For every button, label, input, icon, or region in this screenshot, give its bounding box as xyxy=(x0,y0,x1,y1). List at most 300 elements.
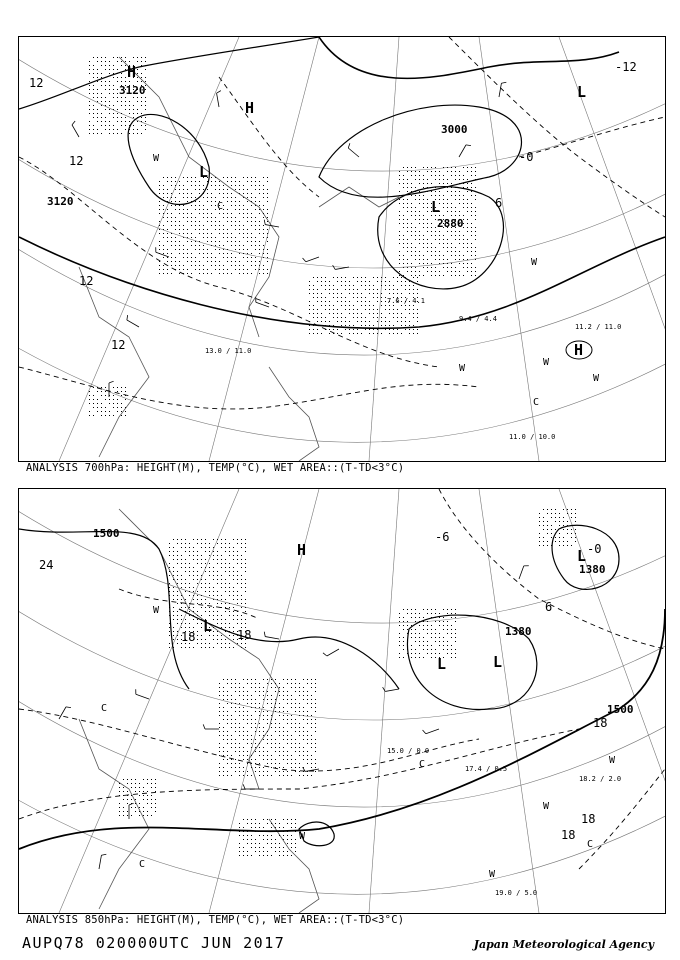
wet-area-dot xyxy=(97,73,98,74)
wet-area-dot xyxy=(409,321,410,322)
wet-area-dot xyxy=(451,235,452,236)
wet-area-dot xyxy=(431,633,432,634)
wet-area-dot xyxy=(201,547,202,548)
wet-area-dot xyxy=(227,253,228,254)
wet-area-dot xyxy=(187,221,188,222)
wet-area-dot xyxy=(443,645,444,646)
wet-area-dot xyxy=(267,273,268,274)
isotherms xyxy=(19,489,665,869)
wet-area-dot xyxy=(109,61,110,62)
wet-area-dot xyxy=(201,643,202,644)
wet-area-dot xyxy=(255,759,256,760)
wet-area-dot xyxy=(393,289,394,290)
wet-area-dot xyxy=(247,723,248,724)
wet-area-dot xyxy=(207,233,208,234)
wet-area-dot xyxy=(417,289,418,290)
wet-area-dot xyxy=(471,195,472,196)
wet-area-dot xyxy=(243,775,244,776)
wet-area-dot xyxy=(271,763,272,764)
wet-area-dot xyxy=(229,643,230,644)
wet-area-dot xyxy=(251,261,252,262)
wet-area-dot xyxy=(329,313,330,314)
wet-area-dot xyxy=(211,265,212,266)
wet-area-dot xyxy=(243,747,244,748)
wet-area-dot xyxy=(427,653,428,654)
wet-area-dot xyxy=(251,823,252,824)
wet-area-dot xyxy=(245,559,246,560)
wet-area-dot xyxy=(129,133,130,134)
wet-area-dot xyxy=(203,209,204,210)
wet-area-dot xyxy=(163,225,164,226)
wet-area-dot xyxy=(245,647,246,648)
wet-area-dot xyxy=(247,839,248,840)
wet-area-dot xyxy=(121,387,122,388)
wet-area-dot xyxy=(263,213,264,214)
wet-area-dot xyxy=(167,189,168,190)
wet-area-dot xyxy=(309,301,310,302)
wet-area-dot xyxy=(123,807,124,808)
wet-area-dot xyxy=(189,575,190,576)
wet-area-dot xyxy=(417,329,418,330)
wet-area-dot xyxy=(333,305,334,306)
wet-area-dot xyxy=(145,105,146,106)
wet-area-dot xyxy=(173,639,174,640)
wind-barb-flag xyxy=(303,258,306,262)
wet-area-dot xyxy=(215,221,216,222)
wet-area-dot xyxy=(217,543,218,544)
wet-area-dot xyxy=(399,223,400,224)
wet-area-dot xyxy=(439,645,440,646)
wet-area-dot xyxy=(459,211,460,212)
wet-area-dot xyxy=(195,241,196,242)
wet-area-dot xyxy=(211,185,212,186)
wet-area-dot xyxy=(415,621,416,622)
wet-area-dot xyxy=(213,619,214,620)
wet-area-dot xyxy=(251,855,252,856)
wet-area-dot xyxy=(119,807,120,808)
wet-area-dot xyxy=(239,683,240,684)
wet-area-dot xyxy=(309,313,310,314)
wet-area-dot xyxy=(357,329,358,330)
wet-area-dot xyxy=(215,245,216,246)
wet-area-dot xyxy=(243,185,244,186)
wet-area xyxy=(89,57,476,416)
wet-area-dot xyxy=(315,687,316,688)
wet-area-dot xyxy=(155,811,156,812)
wet-area-dot xyxy=(311,699,312,700)
wet-area-dot xyxy=(231,767,232,768)
wet-area-dot xyxy=(475,199,476,200)
wet-area-dot xyxy=(295,679,296,680)
wet-area-dot xyxy=(255,261,256,262)
wet-area-dot xyxy=(571,513,572,514)
wet-area-dot xyxy=(125,125,126,126)
wet-area-dot xyxy=(287,703,288,704)
wet-area-dot xyxy=(169,543,170,544)
wet-area-dot xyxy=(373,297,374,298)
wet-area-dot xyxy=(403,179,404,180)
wet-area-dot xyxy=(471,223,472,224)
wet-area-dot xyxy=(467,211,468,212)
wet-area-dot xyxy=(113,105,114,106)
wet-area-dot xyxy=(101,77,102,78)
wet-area-dot xyxy=(209,575,210,576)
wet-area-dot xyxy=(451,175,452,176)
wet-area-dot xyxy=(349,305,350,306)
wet-area-dot xyxy=(259,851,260,852)
wet-area-dot xyxy=(263,739,264,740)
wet-area-dot xyxy=(315,743,316,744)
wet-area-dot xyxy=(381,293,382,294)
wet-area-dot xyxy=(197,591,198,592)
wet-area-dot xyxy=(147,783,148,784)
wet-area-dot xyxy=(353,293,354,294)
wet-area-dot xyxy=(93,73,94,74)
wet-area-dot xyxy=(349,321,350,322)
wet-area-dot xyxy=(415,195,416,196)
wet-area-dot xyxy=(117,81,118,82)
wet-area-dot xyxy=(209,595,210,596)
wet-area-dot xyxy=(205,543,206,544)
wet-area-dot xyxy=(189,591,190,592)
temp-label: 18 xyxy=(237,628,252,642)
wet-area-dot xyxy=(455,275,456,276)
wet-area-dot xyxy=(217,575,218,576)
wet-area-dot xyxy=(185,583,186,584)
wet-area-dot xyxy=(245,543,246,544)
wet-area-dot xyxy=(215,189,216,190)
low-center: L xyxy=(203,617,213,635)
wet-area-dot xyxy=(415,255,416,256)
wet-area-dot xyxy=(287,723,288,724)
wet-area-dot xyxy=(231,775,232,776)
wet-area-dot xyxy=(451,625,452,626)
wet-area-dot xyxy=(223,775,224,776)
wet-area-dot xyxy=(365,305,366,306)
wet-area-dot xyxy=(451,649,452,650)
wet-area-dot xyxy=(229,623,230,624)
wet-area-dot xyxy=(171,205,172,206)
wet-area-dot xyxy=(255,181,256,182)
wet-area-dot xyxy=(197,619,198,620)
wet-area-dot xyxy=(233,587,234,588)
wet-area-dot xyxy=(247,213,248,214)
wet-area-dot xyxy=(439,263,440,264)
wet-area-dot xyxy=(267,683,268,684)
wet-area-dot xyxy=(239,273,240,274)
wet-area-dot xyxy=(175,217,176,218)
wet-area-dot xyxy=(431,223,432,224)
wet-area-dot xyxy=(201,567,202,568)
wet-area-dot xyxy=(259,193,260,194)
wet-area-dot xyxy=(209,583,210,584)
panel-caption-850hpa: ANALYSIS 850hPa: HEIGHT(M), TEMP(°C), WET AREA::(T-TD<3°C) xyxy=(26,914,405,926)
wet-area-dot xyxy=(291,819,292,820)
wet-area-dot xyxy=(443,199,444,200)
wet-area-dot xyxy=(267,241,268,242)
wet-area-dot xyxy=(195,269,196,270)
wet-area-dot xyxy=(471,271,472,272)
wet-area-dot xyxy=(451,629,452,630)
wet-area-dot xyxy=(409,329,410,330)
wet-area-dot xyxy=(303,735,304,736)
wet-area-dot xyxy=(189,583,190,584)
wet-area-dot xyxy=(243,719,244,720)
wet-area-dot xyxy=(443,183,444,184)
wet-area-dot xyxy=(349,285,350,286)
warm-mark: W xyxy=(531,257,538,268)
wet-area-dot xyxy=(287,739,288,740)
wet-area-dot xyxy=(205,579,206,580)
wet-area-dot xyxy=(217,599,218,600)
wet-area-dot xyxy=(259,727,260,728)
wet-area-dot xyxy=(361,313,362,314)
wet-area-dot xyxy=(295,731,296,732)
wet-area-dot xyxy=(259,715,260,716)
wind-barb-flag xyxy=(101,854,106,855)
wet-area-dot xyxy=(295,843,296,844)
wet-area-dot xyxy=(311,719,312,720)
wet-area-dot xyxy=(223,719,224,720)
wet-area-dot xyxy=(283,839,284,840)
wet-area-dot xyxy=(291,703,292,704)
wet-area-dot xyxy=(467,267,468,268)
wet-area-dot xyxy=(105,89,106,90)
wet-area-dot xyxy=(245,591,246,592)
wet-area-dot xyxy=(267,253,268,254)
wet-area-dot xyxy=(235,269,236,270)
wet-area-dot xyxy=(173,607,174,608)
wet-area-dot xyxy=(185,567,186,568)
wet-area-dot xyxy=(447,613,448,614)
wet-area-dot xyxy=(279,755,280,756)
wet-area-dot xyxy=(205,551,206,552)
wet-area-dot xyxy=(443,637,444,638)
wet-area-dot xyxy=(447,247,448,248)
wet-area-dot xyxy=(263,847,264,848)
wet-area-dot xyxy=(189,551,190,552)
wet-area-dot xyxy=(325,309,326,310)
wet-area-dot xyxy=(447,259,448,260)
wet-area-dot xyxy=(443,203,444,204)
wet-area-dot xyxy=(177,551,178,552)
wet-area-dot xyxy=(377,313,378,314)
wet-area-dot xyxy=(303,727,304,728)
wet-area-dot xyxy=(435,231,436,232)
wet-area-dot xyxy=(369,293,370,294)
wet-area-dot xyxy=(389,293,390,294)
wet-area-dot xyxy=(295,723,296,724)
wet-area-dot xyxy=(467,199,468,200)
wet-area-dot xyxy=(159,249,160,250)
wet-area-dot xyxy=(97,81,98,82)
wet-area-dot xyxy=(235,759,236,760)
wet-area-dot xyxy=(467,251,468,252)
wet-area-dot xyxy=(411,211,412,212)
wet-area-dot xyxy=(113,407,114,408)
wet-area-dot xyxy=(109,105,110,106)
wet-area-dot xyxy=(113,125,114,126)
wet-area-dot xyxy=(203,269,204,270)
wet-area-dot xyxy=(435,657,436,658)
wet-area-dot xyxy=(101,387,102,388)
wet-area-dot xyxy=(279,835,280,836)
wet-area-dot xyxy=(283,731,284,732)
station-plot: 9.4 / 4.4 xyxy=(459,315,497,323)
wet-area-dot xyxy=(227,715,228,716)
wet-area-dot xyxy=(199,269,200,270)
wet-area-dot xyxy=(399,653,400,654)
wet-area-dot xyxy=(251,265,252,266)
wet-area-dot xyxy=(287,751,288,752)
wet-area-dot xyxy=(271,835,272,836)
wet-area-dot xyxy=(407,621,408,622)
wet-area-dot xyxy=(255,197,256,198)
wet-area-dot xyxy=(263,237,264,238)
wet-area-dot xyxy=(229,543,230,544)
wet-area-dot xyxy=(423,219,424,220)
wet-area-dot xyxy=(455,629,456,630)
wet-area-dot xyxy=(215,177,216,178)
wet-area-dot xyxy=(199,205,200,206)
wet-area-dot xyxy=(221,587,222,588)
wet-area-dot xyxy=(219,691,220,692)
wet-area-dot xyxy=(145,109,146,110)
wet-area-dot xyxy=(267,819,268,820)
wet-area-dot xyxy=(431,183,432,184)
wet-area-dot xyxy=(341,313,342,314)
wet-area-dot xyxy=(177,591,178,592)
wet-area-dot xyxy=(191,213,192,214)
wet-area-dot xyxy=(195,177,196,178)
wet-area-dot xyxy=(431,263,432,264)
wet-area-dot xyxy=(283,735,284,736)
wet-area-dot xyxy=(227,699,228,700)
wet-area-dot xyxy=(255,229,256,230)
wet-area-dot xyxy=(411,275,412,276)
wet-area-dot xyxy=(407,219,408,220)
wet-area-dot xyxy=(407,231,408,232)
wet-area-dot xyxy=(279,851,280,852)
wet-area-dot xyxy=(243,245,244,246)
temp-label: -6 xyxy=(435,530,450,544)
wet-area-dot xyxy=(93,85,94,86)
wet-area-dot xyxy=(389,321,390,322)
wet-area-dot xyxy=(191,197,192,198)
wet-area-dot xyxy=(139,815,140,816)
wet-area-dot xyxy=(243,767,244,768)
wet-area-dot xyxy=(427,251,428,252)
wet-area-dot xyxy=(411,195,412,196)
wet-area-dot xyxy=(247,835,248,836)
wet-area-dot xyxy=(235,707,236,708)
wet-area-dot xyxy=(279,767,280,768)
wet-area-dot xyxy=(317,329,318,330)
wet-area-dot xyxy=(183,253,184,254)
wet-area-dot xyxy=(173,591,174,592)
wet-area-dot xyxy=(197,623,198,624)
wet-area-dot xyxy=(447,629,448,630)
wet-area-dot xyxy=(403,617,404,618)
wet-area-dot xyxy=(117,109,118,110)
wet-area-dot xyxy=(283,755,284,756)
wet-area-dot xyxy=(419,223,420,224)
wet-area-dot xyxy=(423,649,424,650)
wet-area-dot xyxy=(147,795,148,796)
wet-area-dot xyxy=(361,281,362,282)
wet-area-dot xyxy=(399,183,400,184)
wet-area-dot xyxy=(235,719,236,720)
wet-area-dot xyxy=(407,629,408,630)
wet-area-dot xyxy=(287,695,288,696)
wet-area-dot xyxy=(411,267,412,268)
wet-area-dot xyxy=(431,171,432,172)
wet-area-dot xyxy=(217,639,218,640)
wet-area-dot xyxy=(435,171,436,172)
wet-area-dot xyxy=(255,767,256,768)
wet-area-dot xyxy=(129,105,130,106)
height-label: 3000 xyxy=(441,123,468,136)
wet-area-dot xyxy=(263,205,264,206)
wet-area-dot xyxy=(333,313,334,314)
wet-area-dot xyxy=(475,267,476,268)
wet-area-dot xyxy=(117,97,118,98)
wet-area-dot xyxy=(123,811,124,812)
wet-area-dot xyxy=(241,567,242,568)
wet-area-dot xyxy=(101,125,102,126)
wet-area-dot xyxy=(431,613,432,614)
wet-area-dot xyxy=(247,771,248,772)
wet-area-dot xyxy=(399,275,400,276)
wet-area-dot xyxy=(467,207,468,208)
wet-area-dot xyxy=(213,587,214,588)
wet-area-dot xyxy=(353,329,354,330)
wet-area-dot xyxy=(171,181,172,182)
wet-area-dot xyxy=(451,633,452,634)
wet-area-dot xyxy=(209,571,210,572)
wet-area-dot xyxy=(203,257,204,258)
wet-area-dot xyxy=(419,633,420,634)
wet-area-dot xyxy=(163,193,164,194)
wet-area-dot xyxy=(235,241,236,242)
wet-area-dot xyxy=(389,305,390,306)
wet-area-dot xyxy=(239,847,240,848)
wet-area-dot xyxy=(237,595,238,596)
wet-area-dot xyxy=(431,629,432,630)
wet-area-dot xyxy=(255,851,256,852)
wet-area-dot xyxy=(559,541,560,542)
wet-area-dot xyxy=(221,639,222,640)
wet-area-dot xyxy=(439,259,440,260)
wet-area-dot xyxy=(227,197,228,198)
wet-area-dot xyxy=(307,751,308,752)
wet-area-dot xyxy=(251,727,252,728)
wet-area-dot xyxy=(207,253,208,254)
wet-area-dot xyxy=(271,739,272,740)
wet-area-dot xyxy=(303,691,304,692)
wet-area-dot xyxy=(369,289,370,290)
wet-area-dot xyxy=(193,575,194,576)
wet-area-dot xyxy=(471,211,472,212)
wet-area-dot xyxy=(171,265,172,266)
wet-area-dot xyxy=(179,233,180,234)
wet-area-dot xyxy=(137,101,138,102)
wet-area-dot xyxy=(263,265,264,266)
wet-area-dot xyxy=(229,547,230,548)
wet-area-dot xyxy=(239,185,240,186)
wet-area-dot xyxy=(575,541,576,542)
wet-area-dot xyxy=(547,521,548,522)
